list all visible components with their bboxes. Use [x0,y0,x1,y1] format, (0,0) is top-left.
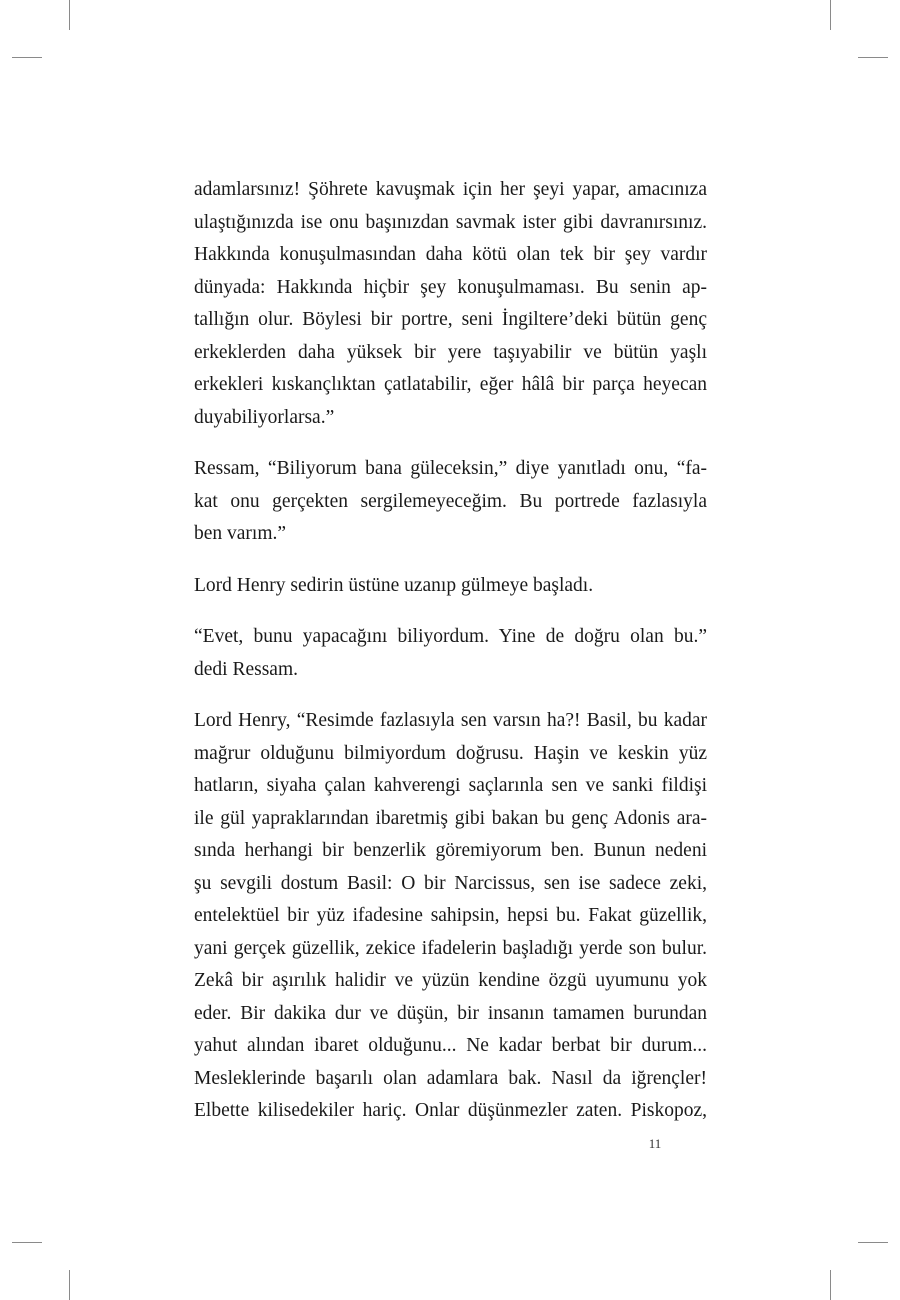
paragraph [194,621,707,686]
body-text [194,174,707,1147]
crop-mark-bottom-left [69,1270,70,1300]
page-number: 11 [648,1136,662,1151]
text-line: Lord Henry, “Resimde fazlasıyla sen varsın ha?! Basil, bu kadar [194,710,707,731]
crop-mark-top-left [69,0,70,30]
paragraph [194,570,707,603]
text-line: şu sevgili dostum Basil: O bir Narcissus, sen ise sadece zeki, [194,872,707,894]
paragraph [194,705,707,1128]
text-line: adamlarsınız! Şöhrete kavuşmak için her şeyi yapar, amacınıza [194,179,707,200]
text-line: hatların, siyaha çalan kahverengi saçlarınla sen ve sanki fildişi [194,775,707,796]
text-line: Elbette kilisedekiler hariç. Onlar düşünmezler zaten. Piskopoz, [194,1100,707,1121]
crop-mark-top-right [830,0,831,30]
text-line: eder. Bir dakika dur ve düşün, bir insanın tamamen burundan [194,1002,707,1024]
crop-mark-left-top [12,57,42,58]
text-line: entelektüel bir yüz ifadesine sahipsin, hepsi bu. Fakat güzellik, [194,905,707,926]
text-line: “Evet, bunu yapacağını biliyordum. Yine de doğru olan bu.” [194,626,707,647]
crop-mark-bottom-right [830,1270,831,1300]
text-line: Zekâ bir aşırılık halidir ve yüzün kendine özgü uyumunu yok [194,970,707,991]
text-line: sında herhangi bir benzerlik göremiyorum ben. Bunun nedeni [194,840,707,861]
text-line: ulaştığınızda ise onu başınızdan savmak ister gibi davranırsınız. [194,211,707,233]
crop-mark-right-top [858,57,888,58]
text-line: Ressam, “Biliyorum bana güleceksin,” diye yanıtladı onu, “fa- [194,458,707,479]
text-line: ben varım.” [194,523,287,544]
text-line: yani gerçek güzellik, zekice ifadelerin başladığı yerde son bulur. [194,937,707,959]
text-line: mağrur olduğunu bilmiyordum doğrusu. Haşin ve keskin yüz [194,742,707,764]
text-line: tallığın olur. Böylesi bir portre, seni İngiltere’deki bütün genç [194,309,707,330]
crop-mark-left-bottom [12,1242,42,1243]
paragraph [194,453,707,551]
text-line: dedi Ressam. [194,658,298,680]
text-line: ile gül yapraklarından ibaretmiş gibi bakan bu genç Adonis ara- [194,807,707,829]
text-line: erkeklerden daha yüksek bir yere taşıyabilir ve bütün yaşlı [194,341,707,363]
text-line: dünyada: Hakkında hiçbir şey konuşulmaması. Bu senin ap- [194,276,707,298]
text-line: Lord Henry sedirin üstüne uzanıp gülmeye başladı. [194,574,594,596]
paragraph [194,174,707,434]
crop-mark-right-bottom [858,1242,888,1243]
text-line: Hakkında konuşulmasından daha kötü olan tek bir şey vardır [194,244,707,265]
text-line: erkekleri kıskançlıktan çatlatabilir, eğer hâlâ bir parça heyecan [194,374,707,395]
text-line: duyabiliyorlarsa.” [194,406,335,428]
text-line: Mesleklerinde başarılı olan adamlara bak. Nasıl da iğrençler! [194,1067,707,1089]
text-line: yahut alından ibaret olduğunu... Ne kadar berbat bir durum... [194,1035,707,1056]
text-line: kat onu gerçekten sergilemeyeceğim. Bu portrede fazlasıyla [194,490,707,512]
